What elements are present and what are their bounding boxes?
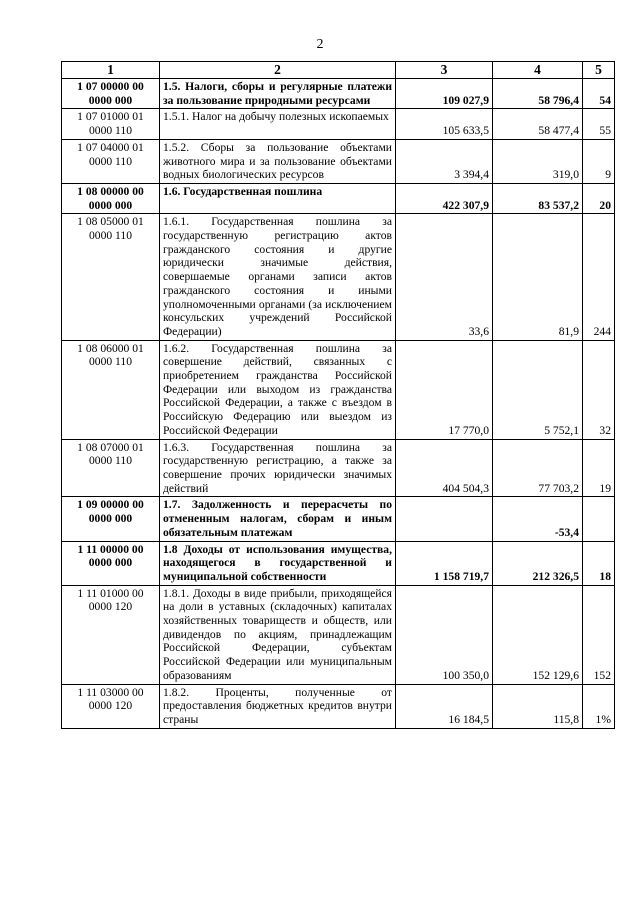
table-row [62,684,615,728]
row-name: 1.8 Доходы от использования имущества, находящегося в государственной и муниципальной собственности [160,541,396,585]
row-name: 1.5.2. Сборы за пользование объектами животного мира и за пользование объектами водных биологических ресурсов [160,139,396,183]
row-col3-value: 422 307,9 [396,183,493,213]
row-col4-value: 58 477,4 [493,109,583,139]
row-col5-value: 19 [583,439,615,497]
row-col3-value: 404 504,3 [396,439,493,497]
table-header-row [62,62,615,79]
table-row [62,214,615,340]
row-col3-value: 1 158 719,7 [396,541,493,585]
row-col5-value: 9 [583,139,615,183]
row-col4-value: 152 129,6 [493,585,583,684]
row-col3-value: 33,6 [396,214,493,340]
row-col4-value: 115,8 [493,684,583,728]
row-col4-value: 212 326,5 [493,541,583,585]
row-col4-value: -53,4 [493,497,583,541]
row-col5-value: 32 [583,340,615,439]
column-header: 2 [160,62,396,79]
row-code: 1 08 06000 01 0000 110 [62,340,160,439]
budget-table [61,61,615,729]
row-col4-value: 77 703,2 [493,439,583,497]
column-header: 4 [493,62,583,79]
row-code: 1 09 00000 00 0000 000 [62,497,160,541]
page-number: 2 [316,37,324,52]
row-name: 1.5. Налоги, сборы и регулярные платежи за пользование природными ресурсами [160,79,396,109]
table-row [62,109,615,139]
row-col5-value: 55 [583,109,615,139]
row-col3-value: 109 027,9 [396,79,493,109]
row-col5-value: 244 [583,214,615,340]
table-row [62,340,615,439]
table-row [62,585,615,684]
row-col3-value: 105 633,5 [396,109,493,139]
row-name: 1.6. Государственная пошлина [160,183,396,213]
row-name: 1.6.1. Государственная пошлина за государственную регистрацию актов гражданского состояния и другие юридически значимые действия, совершаемые органами записи актов гражданского состояния и иными уполномоченными органами (за исключением консульских учреждений Российской Федерации) [160,214,396,340]
row-col5-value: 1% [583,684,615,728]
row-code: 1 11 01000 00 0000 120 [62,585,160,684]
row-code: 1 07 00000 00 0000 000 [62,79,160,109]
row-name: 1.6.2. Государственная пошлина за совершение действий, связанных с приобретением гражданства Российской Федерации или выходом из гражданства Российской Федерации, а также с въездом в Российскую Федерацию или выездом из Российской Федерации [160,340,396,439]
row-code: 1 07 04000 01 0000 110 [62,139,160,183]
row-code: 1 08 05000 01 0000 110 [62,214,160,340]
table-row [62,439,615,497]
table-row [62,79,615,109]
row-col3-value [396,497,493,541]
row-code: 1 08 00000 00 0000 000 [62,183,160,213]
row-col5-value: 152 [583,585,615,684]
row-col4-value: 58 796,4 [493,79,583,109]
row-col5-value: 18 [583,541,615,585]
row-col5-value: 20 [583,183,615,213]
row-code: 1 07 01000 01 0000 110 [62,109,160,139]
row-col4-value: 83 537,2 [493,183,583,213]
row-col3-value: 3 394,4 [396,139,493,183]
row-col4-value: 319,0 [493,139,583,183]
row-code: 1 08 07000 01 0000 110 [62,439,160,497]
row-code: 1 11 03000 00 0000 120 [62,684,160,728]
row-name: 1.7. Задолженность и перерасчеты по отмененным налогам, сборам и иным обязательным платежам [160,497,396,541]
column-header: 5 [583,62,615,79]
row-col3-value: 16 184,5 [396,684,493,728]
row-col5-value [583,497,615,541]
row-name: 1.8.1. Доходы в виде прибыли, приходящейся на доли в уставных (складочных) капиталах хозяйственных товариществ и обществ, или дивидендов по акциям, принадлежащим Российской Федерации, субъектам Российской Федерации или муниципальным образованиям [160,585,396,684]
row-col4-value: 5 752,1 [493,340,583,439]
column-header: 1 [62,62,160,79]
row-name: 1.8.2. Проценты, полученные от предоставления бюджетных кредитов внутри страны [160,684,396,728]
column-header: 3 [396,62,493,79]
table-row [62,497,615,541]
row-code: 1 11 00000 00 0000 000 [62,541,160,585]
row-col4-value: 81,9 [493,214,583,340]
table-row [62,541,615,585]
row-name: 1.5.1. Налог на добычу полезных ископаемых [160,109,396,139]
table-row [62,183,615,213]
table-row [62,139,615,183]
row-name: 1.6.3. Государственная пошлина за государственную регистрацию, а также за совершение прочих юридически значимых действий [160,439,396,497]
row-col3-value: 17 770,0 [396,340,493,439]
row-col5-value: 54 [583,79,615,109]
row-col3-value: 100 350,0 [396,585,493,684]
